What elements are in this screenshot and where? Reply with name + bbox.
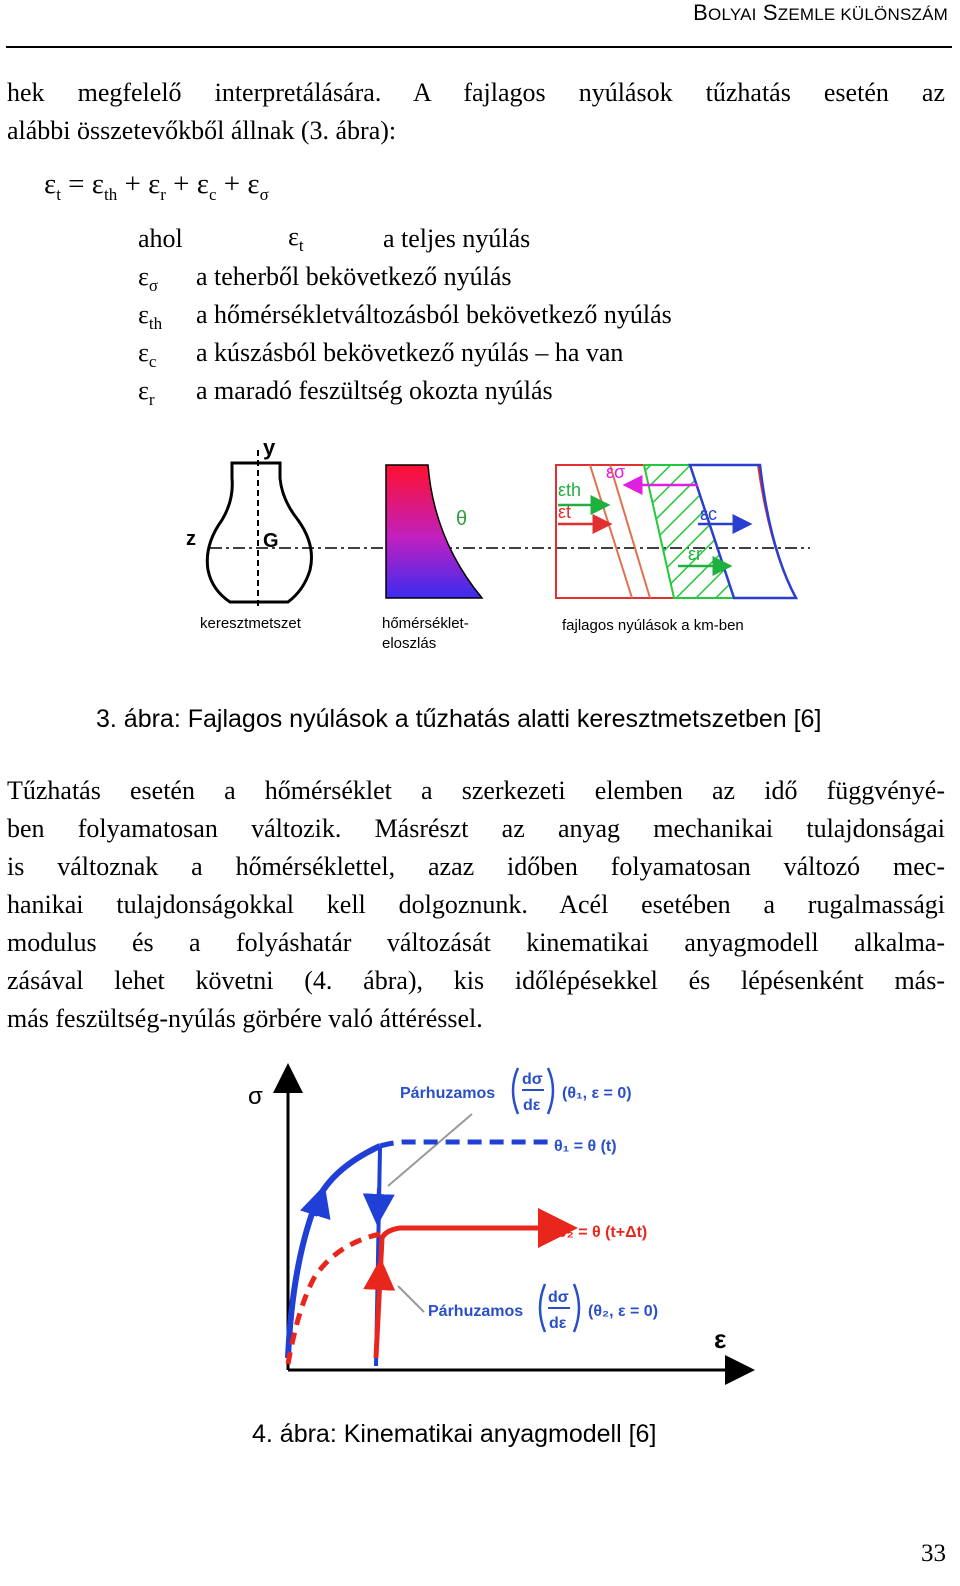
def-text-th: a hőmérsékletváltozásból bekövetkező nyúlás	[196, 300, 672, 329]
label-eps-th: εth	[558, 480, 582, 500]
label-G: G	[263, 530, 279, 552]
label-theta: θ	[456, 508, 468, 530]
body-line-2: ben folyamatosan változik. Másrészt az anyag mechanikai tulajdonságai	[7, 814, 945, 843]
label-y: y	[263, 435, 276, 460]
label-z: z	[186, 528, 196, 550]
leader-line-1	[388, 1114, 472, 1186]
def-text-c: a kúszásból bekövetkező nyúlás – ha van	[196, 338, 624, 367]
theta1-label: θ₁ = θ (t)	[554, 1138, 617, 1155]
label-eps-sigma: εσ	[606, 462, 626, 482]
label-eps-r: εr	[688, 544, 703, 564]
theta2-label: θ₂ = θ (t+Δt)	[558, 1224, 648, 1241]
def-symbol-sigma: $\varepsilon_\sigma$	[138, 262, 159, 296]
strain-diagram	[556, 465, 796, 598]
page-number: 33	[921, 1540, 946, 1567]
intro-line-2: alábbi összetevőkből állnak (3. ábra):	[7, 116, 397, 145]
intro-paragraph	[7, 74, 945, 150]
red-up-arrow	[379, 1274, 380, 1294]
strain-formula: $\varepsilon_t = \varepsilon_{th} + \varepsilon_r + \varepsilon_c + \varepsilon_\sigma$	[44, 168, 269, 204]
running-header: BOLYAI SZEMLE KÜLÖNSZÁM	[693, 0, 948, 25]
body-line-6: zásával lehet követni (4. ábra), kis időlépésekkel és lépésenként más-	[7, 966, 945, 995]
def-symbol-c: $\varepsilon_c$	[138, 338, 157, 372]
body-paragraph	[7, 772, 945, 1038]
body-line-5: modulus és a folyáshatár változását kinematikai anyagmodell alkalma-	[7, 928, 945, 957]
sub-homerseklet-1: hőmérséklet-	[382, 615, 469, 632]
sub-homerseklet-2: eloszlás	[382, 635, 437, 652]
body-line-1: Tűzhatás esetén a hőmérséklet a szerkezeti elemben az idő függvényé-	[7, 776, 945, 805]
frac-num-1: dσ	[522, 1071, 543, 1088]
axis-label-sigma: σ	[248, 1083, 263, 1110]
def-symbol-t: $\varepsilon_t$	[288, 222, 304, 256]
paren-right-2	[574, 1284, 579, 1332]
def-text-r: a maradó feszültség okozta nyúlás	[196, 376, 553, 405]
leader-line-2	[398, 1286, 424, 1312]
def-text-t: a teljes nyúlás	[383, 224, 531, 253]
header-rule	[6, 46, 952, 48]
red-reloading-line	[376, 1228, 540, 1358]
body-line-7: más feszültség-nyúlás görbére való áttéréssel.	[7, 1004, 483, 1033]
paren-right-1	[548, 1068, 553, 1114]
body-line-4: hanikai tulajdonságokkal kell dolgoznunk. Acél esetében a rugalmassági	[7, 890, 945, 919]
figure-3-caption: 3. ábra: Fajlagos nyúlások a tűzhatás alatti keresztmetszetben [6]	[96, 705, 822, 733]
blue-down-arrow	[378, 1188, 379, 1210]
blue-loading-curve	[288, 1146, 380, 1358]
temperature-distribution	[386, 465, 482, 598]
figure-4-caption: 4. ábra: Kinematikai anyagmodell [6]	[252, 1420, 657, 1448]
parhuzamos-label-1: Párhuzamos	[400, 1085, 496, 1102]
sub-fajlagos: fajlagos nyúlások a km-ben	[562, 617, 744, 634]
cross-section-shape	[207, 450, 311, 610]
intro-line-1: hek megfelelő interpretálására. A fajlagos nyúlások tűzhatás esetén az	[7, 78, 945, 107]
label-eps-t: εt	[558, 502, 572, 522]
axis-label-eps: ε	[714, 1324, 727, 1354]
frac-den-1: dε	[523, 1097, 541, 1114]
paren-left-1	[513, 1068, 518, 1114]
figure-3	[170, 430, 820, 660]
def-symbol-r: $\varepsilon_r$	[138, 376, 155, 410]
sub-keresztmetszet: keresztmetszet	[200, 615, 301, 632]
frac-den-2: dε	[549, 1315, 567, 1332]
frac-num-2: dσ	[548, 1289, 569, 1306]
figure-4	[240, 1058, 760, 1390]
condition-1: (θ₁, ε = 0)	[562, 1085, 632, 1102]
body-line-3: is változnak a hőmérséklettel, azaz időben folyamatosan változó mec-	[7, 852, 945, 881]
ahol-label: ahol	[138, 224, 183, 253]
label-eps-c: εc	[700, 504, 718, 524]
def-symbol-th: $\varepsilon_{th}$	[138, 300, 163, 334]
blue-dashed-plateau	[380, 1142, 552, 1146]
def-text-sigma: a teherből bekövetkező nyúlás	[196, 262, 512, 291]
parhuzamos-label-2: Párhuzamos	[428, 1303, 524, 1320]
paren-left-2	[540, 1284, 545, 1332]
condition-2: (θ₂, ε = 0)	[588, 1303, 659, 1320]
